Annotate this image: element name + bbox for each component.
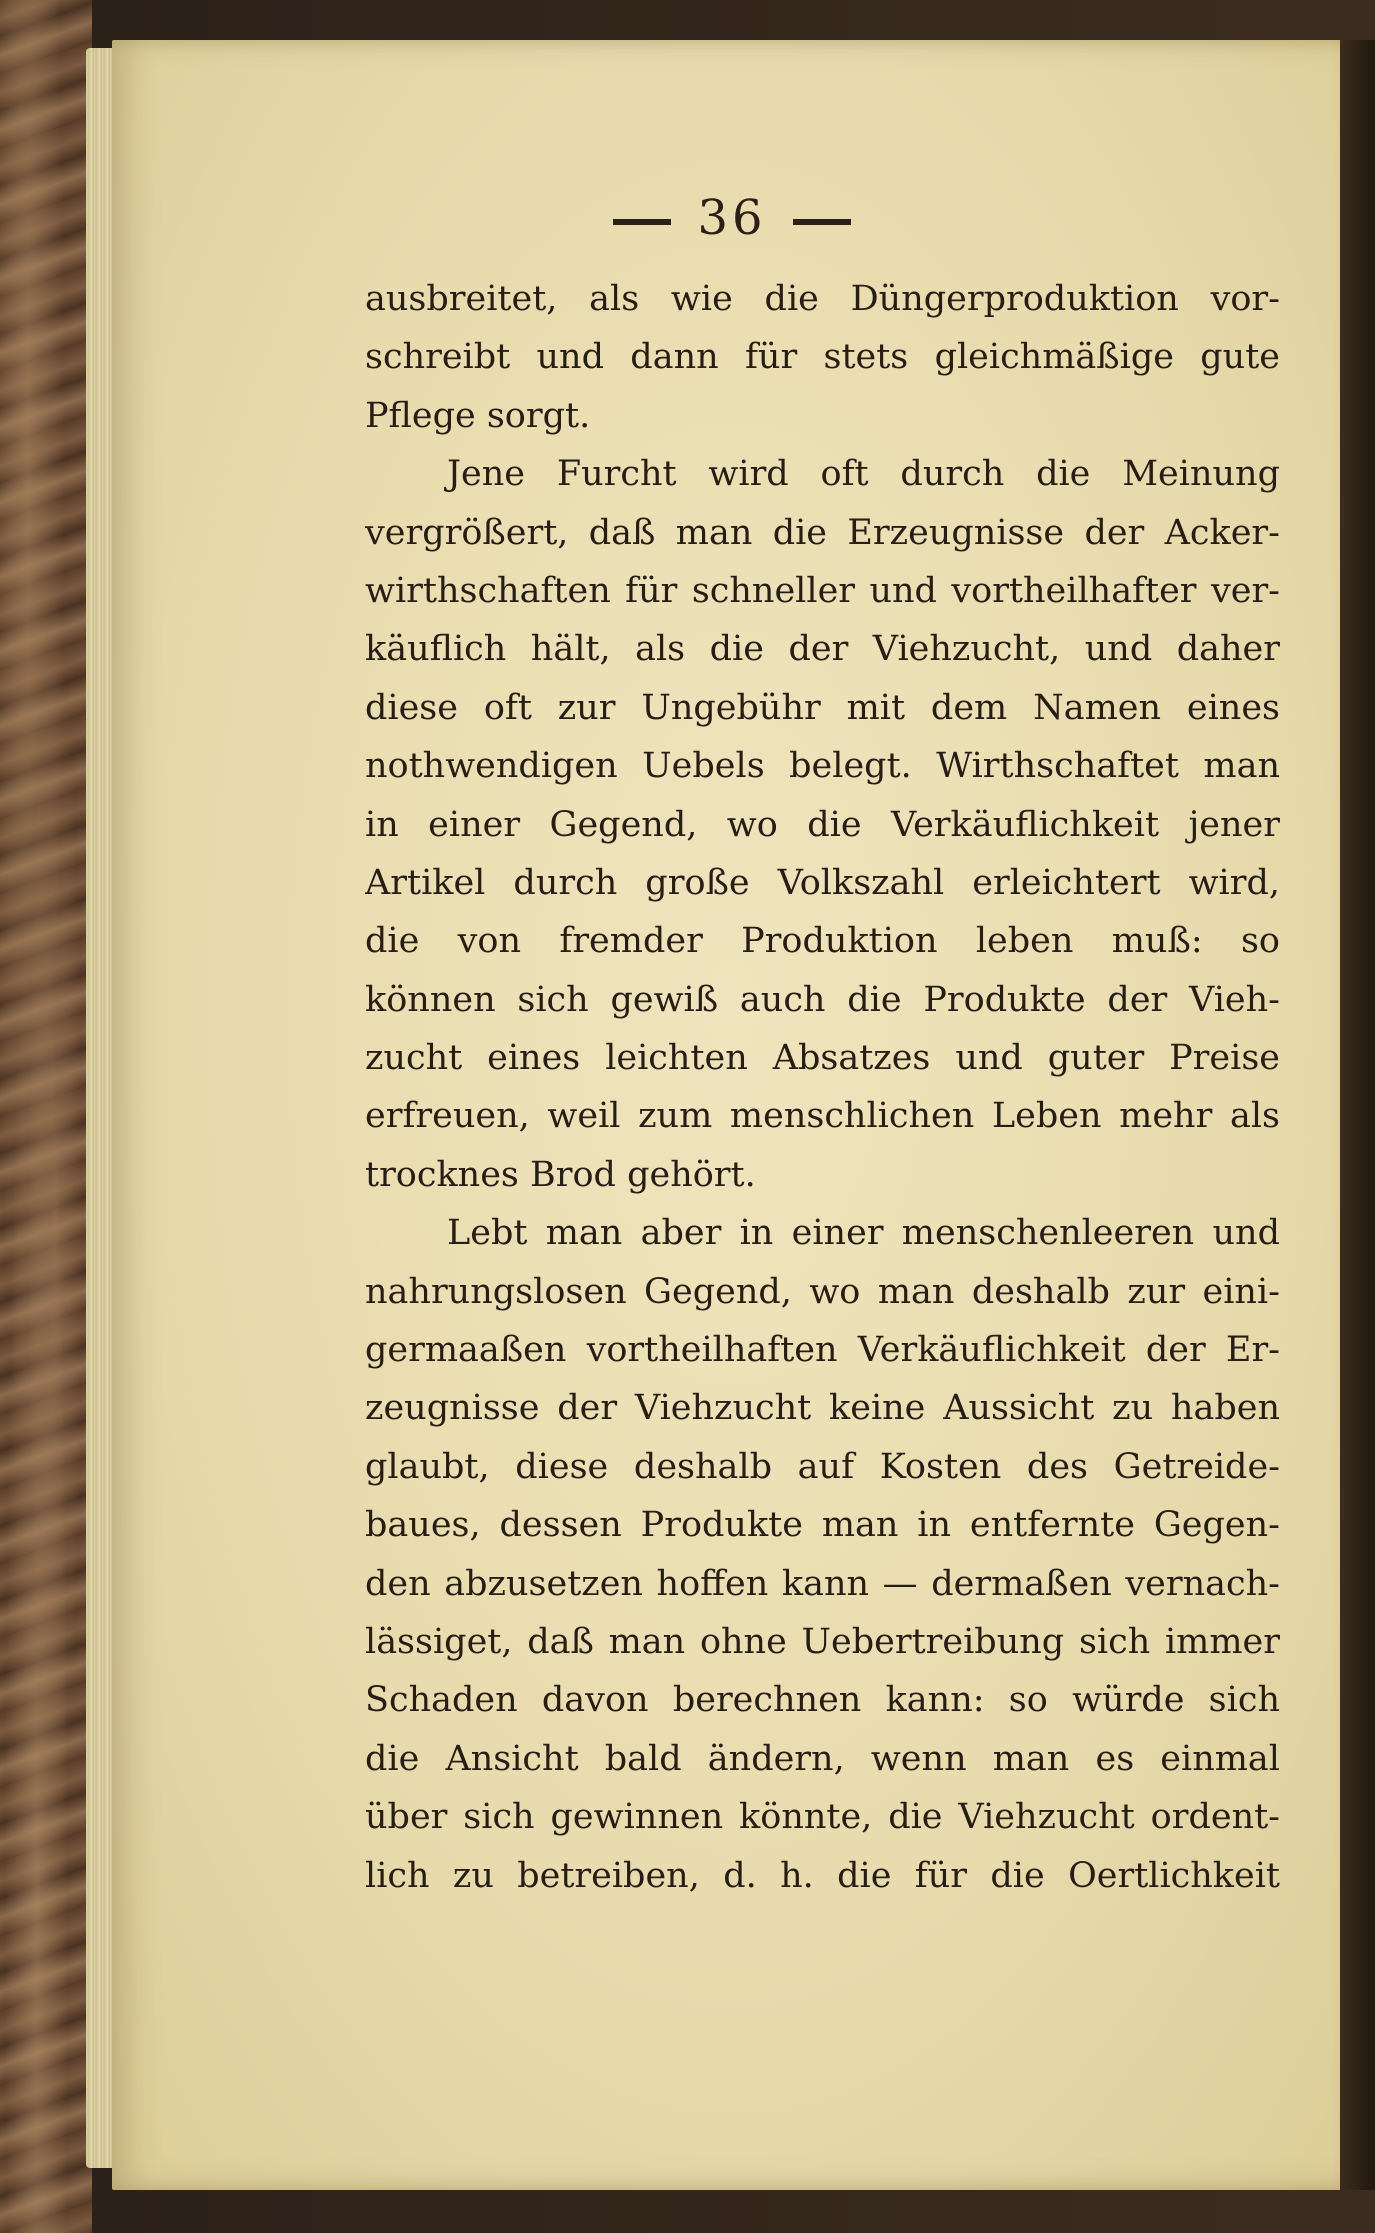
text-line: erfreuen, weil zum menschlichen Leben mehr als (365, 1096, 1280, 1137)
body-text (365, 270, 1280, 1905)
text-line: nahrungslosen Gegend, wo man deshalb zur eini- (365, 1271, 1280, 1312)
text-line: schreibt und dann für stets gleichmäßige gute (365, 337, 1280, 378)
text-line: Artikel durch große Volkszahl erleichtert wird, (365, 862, 1280, 903)
paragraph-start-line: Jene Furcht wird oft durch die Meinung (447, 454, 1280, 495)
text-line: baues, dessen Produkte man in entfernte Gegen- (365, 1505, 1280, 1546)
text-line: Schaden davon berechnen kann: so würde sich (365, 1680, 1280, 1721)
paragraph-start-line: Lebt man aber in einer menschenleeren und (447, 1213, 1280, 1254)
text-line: Pflege sorgt. (365, 395, 591, 436)
text-line: zeugnisse der Viehzucht keine Aussicht zu haben (365, 1388, 1280, 1429)
text-line: den abzusetzen hoffen kann — dermaßen vernach- (365, 1563, 1280, 1604)
text-line: vergrößert, daß man die Erzeugnisse der Acker- (365, 512, 1280, 553)
header-dash-left (613, 219, 671, 225)
text-line: glaubt, diese deshalb auf Kosten des Getreide- (365, 1446, 1280, 1487)
text-line: germaaßen vortheilhaften Verkäuflichkeit der Er- (365, 1330, 1280, 1371)
page-right-shadow (1340, 40, 1375, 2190)
header-dash-right (793, 219, 851, 225)
text-line: können sich gewiß auch die Produkte der Vieh- (365, 979, 1280, 1020)
text-line: über sich gewinnen könnte, die Viehzucht ordent- (365, 1797, 1280, 1838)
text-line: wirthschaften für schneller und vortheilhafter ver- (365, 570, 1280, 611)
text-line: zucht eines leichten Absatzes und guter Preise (365, 1038, 1280, 1079)
marbled-cover-board (0, 0, 92, 2233)
text-line: trocknes Brod gehört. (365, 1154, 756, 1195)
text-line: die Ansicht bald ändern, wenn man es einmal (365, 1738, 1280, 1779)
text-line: lässiget, daß man ohne Uebertreibung sich immer (365, 1621, 1280, 1662)
page-number: 36 (697, 190, 767, 246)
text-line: nothwendigen Uebels belegt. Wirthschaftet man (365, 746, 1280, 787)
page-header (112, 190, 1352, 246)
text-line: käuflich hält, als die der Viehzucht, und daher (365, 629, 1280, 670)
text-line: die von fremder Produktion leben muß: so (365, 921, 1280, 962)
text-line: lich zu betreiben, d. h. die für die Oertlichkeit (365, 1855, 1280, 1896)
text-line: ausbreitet, als wie die Düngerproduktion vor- (365, 279, 1280, 319)
text-line: diese oft zur Ungebühr mit dem Namen eines (365, 687, 1280, 728)
text-line: in einer Gegend, wo die Verkäuflichkeit jener (365, 804, 1280, 845)
